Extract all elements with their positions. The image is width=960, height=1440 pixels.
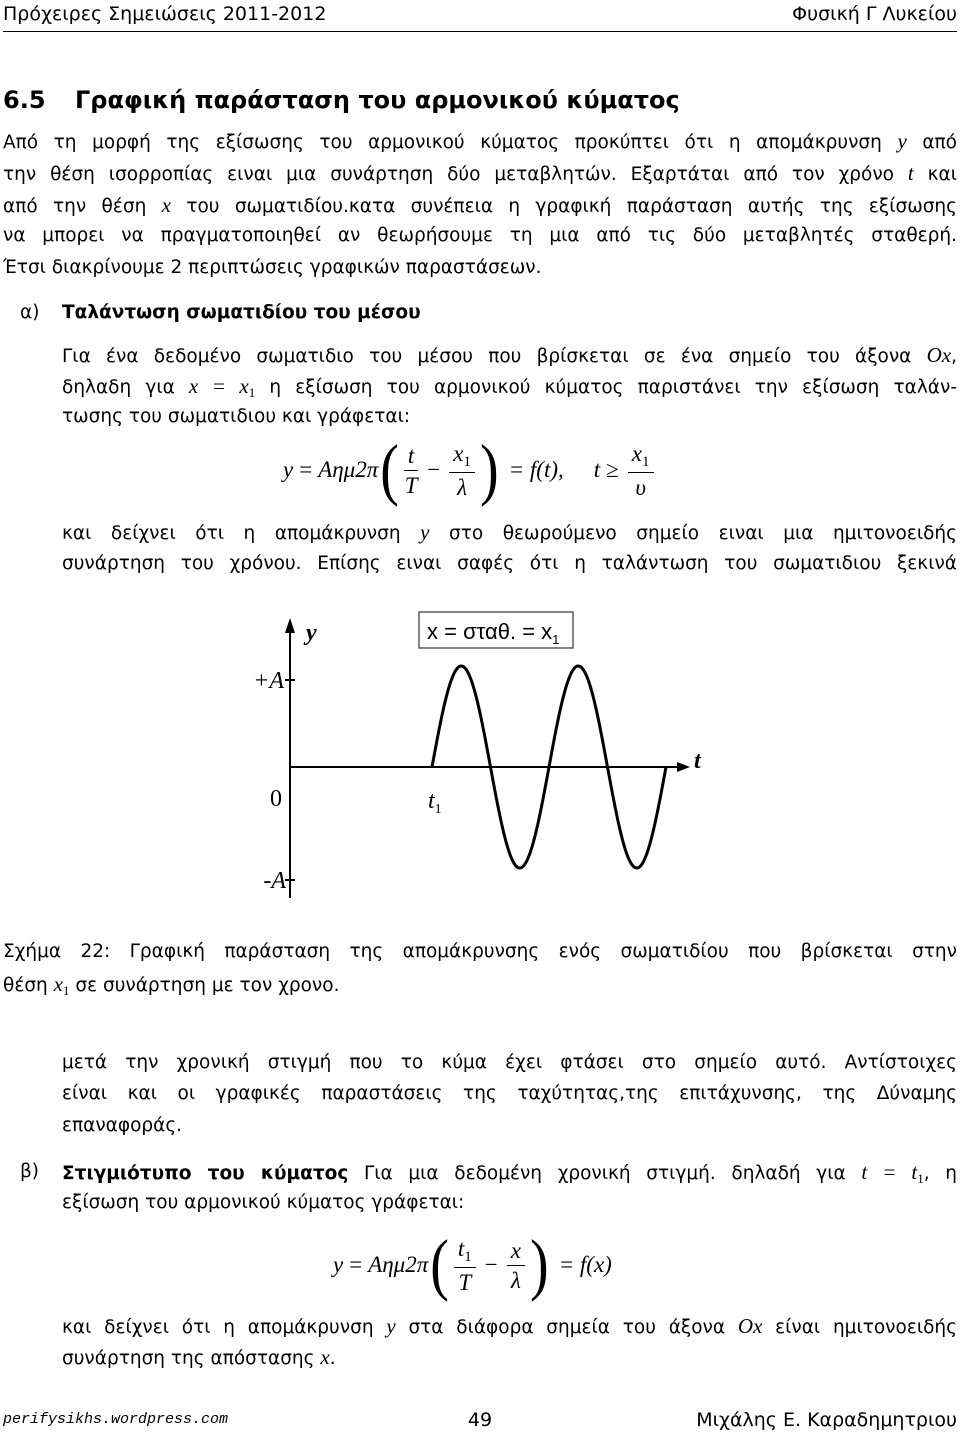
continuation-line: είναι και οι γραφικές παραστάσεις της ταχύτητας,της επιτάχυνσης, της Δύναμης — [62, 1083, 957, 1104]
zero-label: 0 — [270, 786, 282, 812]
y-axis-label: y — [306, 620, 317, 646]
text: σε συνάρτηση με τον χρονο. — [69, 975, 340, 996]
eq-function: Aημ2π — [368, 1252, 429, 1277]
eq-numerator — [449, 440, 475, 473]
eq-rhs: = f(x) — [558, 1252, 612, 1277]
item-alpha-heading: Ταλάντωση σωματιδίου του μέσου — [62, 302, 421, 323]
intro-line — [3, 189, 957, 221]
continuation-line: μετά την χρονική στιγμή που το κύμα έχει φτάσει στο σημείο αυτό. Αντίστοιχες — [62, 1052, 957, 1073]
header-left: Πρόχειρες Σημειώσεις 2011-2012 — [3, 3, 327, 25]
eq-lhs: y — [333, 1252, 344, 1277]
constant-position-label — [427, 619, 559, 647]
text: συνάρτηση της απόστασης — [62, 1348, 321, 1369]
eq-fraction — [449, 440, 475, 501]
constant-position-text: x = σταθ. = x — [427, 619, 553, 644]
eq-symbol: t — [457, 1235, 465, 1261]
intro-line — [3, 157, 957, 189]
eq-left-paren: ( — [380, 432, 399, 508]
header-rule — [3, 31, 957, 32]
math-subscript: 1 — [248, 385, 256, 400]
intro-line: Έτσι διακρίνουμε 2 περιπτώσεις γραφικών παραστάσεων. — [3, 257, 542, 278]
text: , η — [923, 1163, 957, 1184]
text: στο θεωρούμενο σημείο ειναι μια ημιτονοειδής — [429, 523, 957, 544]
eq-right-paren: ) — [479, 432, 499, 508]
eq-rhs: = f(t), — [508, 457, 564, 482]
item-beta-label: β) — [20, 1161, 40, 1182]
section-number: 6.5 — [3, 86, 46, 114]
eq-equals: = — [349, 1252, 363, 1277]
alpha-after-line: συνάρτηση του χρόνου. Επίσης ειναι σαφές ότι η ταλάντωση του σωματιδιου ξεκινά — [62, 553, 957, 574]
eq-numerator: x — [507, 1237, 525, 1266]
math-symbol: Ox — [926, 343, 952, 367]
continuation-line: επαναφοράς. — [62, 1115, 183, 1136]
text: , — [951, 346, 957, 367]
beta-after-line — [62, 1310, 957, 1342]
constant-position-subscript: 1 — [552, 632, 560, 647]
figure-caption-line: Σχήμα 22: Γραφική παράσταση της απομάκρυνσης ενός σωματιδίου που βρίσκεται στην — [3, 941, 957, 962]
text: Για ένα δεδομένο σωματιδιο του μέσου που βρίσκεται σε ένα σημείο του άξονα — [62, 346, 927, 367]
eq-fraction — [628, 440, 654, 501]
text: του σωματιδίου.κατα συνέπεια η γραφική παράσταση αυτής της εξίσωσης — [170, 196, 957, 217]
text: και δείχνει ότι η απομάκρυνση — [62, 1317, 387, 1338]
alpha-after-line — [62, 516, 957, 548]
beta-line: εξίσωση του αρμονικού κύματος γράφεται: — [62, 1192, 465, 1213]
math-symbol: x — [320, 1345, 330, 1369]
text: και δείχνει ότι η απομάκρυνση — [62, 523, 421, 544]
eq-numerator: t — [404, 442, 418, 471]
text: και — [913, 164, 957, 185]
eq-symbol: x — [631, 440, 642, 466]
beta-after-line — [62, 1341, 957, 1373]
equation-snapshot — [333, 1227, 612, 1303]
text: την θέση ισορροπίας ειναι μια συνάρτηση δύο μεταβλητών. Εξαρτάται από τον χρόνο — [3, 164, 908, 185]
math-symbol: y — [420, 520, 430, 544]
beta-line — [62, 1156, 957, 1188]
minus-a-label: -A — [263, 868, 286, 894]
eq-denominator: T — [404, 472, 418, 498]
page-number: 49 — [467, 1409, 493, 1431]
alpha-line — [62, 370, 957, 402]
section-title-text: Γραφική παράσταση του αρμονικού κύματος — [75, 86, 680, 114]
eq-left-paren: ( — [430, 1227, 449, 1303]
t1-label — [428, 788, 442, 817]
t1-subscript: 1 — [434, 802, 442, 817]
eq-numerator — [454, 1235, 476, 1268]
oscillation-graph — [230, 600, 730, 900]
y-axis-arrow — [285, 618, 295, 633]
math-symbol: t — [907, 161, 914, 185]
item-alpha-label: α) — [20, 302, 40, 323]
eq-fraction — [454, 1235, 476, 1296]
eq-fraction — [507, 1237, 525, 1294]
header-right: Φυσική Γ Λυκείου — [792, 3, 957, 25]
text: δηλαδη για — [62, 377, 189, 398]
item-beta-heading: Στιγμιότυπο του κύματος — [62, 1163, 349, 1184]
eq-condition-op: ≥ — [606, 457, 619, 482]
eq-symbol: x — [453, 440, 464, 466]
equation-oscillation — [283, 432, 657, 508]
text: από την θέση — [3, 196, 162, 217]
eq-subscript: 1 — [463, 453, 471, 470]
text: στα διάφορα σημεία του άξονα — [395, 1317, 738, 1338]
math-symbol: Ox — [737, 1314, 763, 1338]
eq-lhs: y — [283, 457, 294, 482]
t-axis-label: t — [694, 748, 701, 774]
section-title — [3, 84, 680, 116]
eq-subscript: 1 — [464, 1248, 472, 1265]
text: θέση — [3, 975, 54, 996]
eq-minus: − — [427, 457, 441, 482]
math-symbol: x = x — [188, 374, 249, 398]
t-axis-arrow — [677, 762, 690, 772]
eq-equals: = — [299, 457, 313, 482]
eq-function: Aημ2π — [318, 457, 379, 482]
math-subscript: 1 — [917, 1171, 924, 1186]
text: . — [329, 1348, 336, 1369]
math-symbol: y — [897, 129, 907, 153]
intro-line — [3, 125, 957, 157]
text: από — [906, 132, 957, 153]
alpha-line: τωσης του σωματιδιου και γράφεται: — [62, 406, 411, 427]
math-symbol: x — [53, 972, 63, 996]
t1-symbol: t — [428, 788, 435, 814]
figure-caption-line — [3, 968, 957, 1000]
eq-numerator — [628, 440, 654, 473]
footer-author: Μιχάλης Ε. Καραδημητριου — [696, 1409, 957, 1431]
eq-denominator: λ — [457, 474, 468, 500]
eq-denominator: T — [458, 1269, 472, 1295]
math-symbol: y — [386, 1314, 396, 1338]
footer-site: perifysikhs.wordpress.com — [3, 1411, 229, 1428]
alpha-line — [62, 339, 957, 371]
plus-a-label: +A — [253, 668, 284, 694]
eq-right-paren: ) — [529, 1227, 549, 1303]
text: Για μια δεδομένη χρονική στιγμή. δηλαδή για — [348, 1163, 862, 1184]
math-subscript: 1 — [62, 983, 70, 998]
eq-fraction — [404, 442, 418, 499]
eq-minus: − — [484, 1252, 498, 1277]
eq-denominator: υ — [635, 474, 646, 500]
eq-subscript: 1 — [642, 453, 650, 470]
intro-line: να μπορει να πραγματοποιηθεί αν θεωρήσουμε τη μια από τις δύο μεταβλητές σταθερή. — [3, 225, 957, 246]
eq-denominator: λ — [510, 1267, 521, 1293]
text: η εξίσωση του αρμονικού κύματος παριστάνει την εξίσωση ταλάν- — [255, 377, 957, 398]
eq-condition-var: t — [593, 457, 601, 482]
math-symbol: t = t — [861, 1160, 918, 1184]
text: Από τη μορφή της εξίσωσης του αρμονικού κύματος προκύπτει ότι η απομάκρυνση — [3, 132, 898, 153]
math-symbol: x — [161, 193, 171, 217]
text: είναι ημιτονοειδής — [762, 1317, 957, 1338]
